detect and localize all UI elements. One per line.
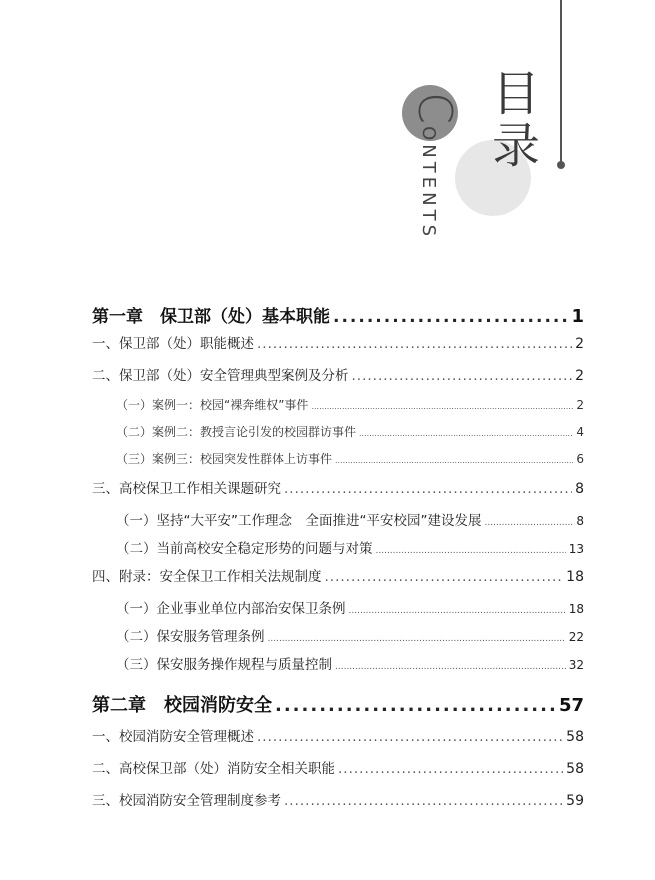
dot-leader xyxy=(275,695,556,716)
toc-subsection[interactable] xyxy=(92,509,584,537)
contents-subtitle-initial: C xyxy=(408,92,462,127)
vertical-rule xyxy=(560,0,562,162)
toc-entry-title: 第一章 保卫部（处）基本职能 xyxy=(92,307,330,327)
toc-subsection[interactable] xyxy=(92,423,584,450)
toc-entry-page: 2 xyxy=(576,398,584,412)
page-title: 目录 xyxy=(491,66,540,174)
toc-entry-title: （一）企业事业单位内部治安保卫条例 xyxy=(116,601,346,617)
toc-subsection[interactable] xyxy=(92,597,584,625)
contents-subtitle-rest: ONTENTS xyxy=(418,126,439,241)
toc-entry-title: （二）案例二：教授言论引发的校园群访事件 xyxy=(116,425,357,439)
contents-subtitle xyxy=(408,92,462,240)
toc-entry-title: （二）当前高校安全稳定形势的问题与对策 xyxy=(116,541,373,557)
toc-entry-title: （三）保安服务操作规程与质量控制 xyxy=(116,657,332,673)
dot-leader xyxy=(257,336,572,352)
toc-entry-page: 22 xyxy=(568,630,584,644)
dot-leader xyxy=(376,546,566,556)
toc-entry-page: 13 xyxy=(568,542,584,556)
toc-section[interactable] xyxy=(92,565,584,597)
toc-section[interactable] xyxy=(92,757,584,789)
toc-subsection[interactable] xyxy=(92,625,584,653)
toc-entry-title: 二、保卫部（处）安全管理典型案例及分析 xyxy=(92,368,349,384)
toc-entry-title: 一、校园消防安全管理概述 xyxy=(92,729,254,745)
toc-entry-title: 四、附录：安全保卫工作相关法规制度 xyxy=(92,569,322,585)
toc-entry-page: 2 xyxy=(575,336,584,352)
dot-leader xyxy=(335,456,573,465)
toc-entry-title: 二、高校保卫部（处）消防安全相关职能 xyxy=(92,761,335,777)
toc-subsection[interactable] xyxy=(92,450,584,477)
dot-leader xyxy=(349,606,566,616)
toc-entry-page: 2 xyxy=(575,368,584,384)
dot-leader xyxy=(284,481,572,497)
toc-entry-page: 1 xyxy=(571,306,584,327)
toc-entry-page: 8 xyxy=(575,481,584,497)
dot-leader xyxy=(325,569,564,585)
toc-entry-title: 三、高校保卫工作相关课题研究 xyxy=(92,481,281,497)
dot-leader xyxy=(333,307,568,327)
toc-entry-page: 58 xyxy=(566,729,584,745)
toc-entry-page: 32 xyxy=(568,658,584,672)
dot-leader xyxy=(352,368,573,384)
toc-entry-page: 4 xyxy=(576,425,584,439)
chapter-spacer xyxy=(92,681,584,691)
dot-leader xyxy=(338,761,563,777)
toc-entry-page: 58 xyxy=(566,761,584,777)
dot-leader xyxy=(268,634,566,644)
toc-entry-title: （一）案例一：校园“裸奔维权”事件 xyxy=(116,398,309,412)
toc-entry-title: 第二章 校园消防安全 xyxy=(92,695,272,716)
toc-chapter-1[interactable] xyxy=(92,302,584,332)
rule-end-dot xyxy=(557,161,565,169)
toc-entry-title: （三）案例三：校园突发性群体上访事件 xyxy=(116,452,333,466)
toc-entry-title: 三、校园消防安全管理制度参考 xyxy=(92,793,281,809)
toc-section[interactable] xyxy=(92,364,584,396)
toc-entry-title: （一）坚持“大平安”工作理念 全面推进“平安校园”建设发展 xyxy=(116,513,482,529)
toc-section[interactable] xyxy=(92,725,584,757)
toc-subsection[interactable] xyxy=(92,653,584,681)
dot-leader xyxy=(257,729,563,745)
toc-entry-title: 一、保卫部（处）职能概述 xyxy=(92,336,254,352)
toc-section[interactable] xyxy=(92,789,584,821)
table-of-contents xyxy=(92,302,584,821)
dot-leader xyxy=(484,518,573,528)
toc-section[interactable] xyxy=(92,332,584,364)
toc-chapter-2[interactable] xyxy=(92,691,584,725)
toc-entry-page: 8 xyxy=(576,514,584,528)
dot-leader xyxy=(284,793,563,809)
toc-entry-page: 18 xyxy=(568,602,584,616)
toc-entry-page: 57 xyxy=(558,695,584,716)
dot-leader xyxy=(335,662,566,672)
toc-entry-page: 18 xyxy=(566,569,584,585)
toc-subsection[interactable] xyxy=(92,537,584,565)
toc-entry-page: 6 xyxy=(576,452,584,466)
dot-leader xyxy=(359,429,573,438)
toc-entry-page: 59 xyxy=(566,793,584,809)
toc-section[interactable] xyxy=(92,477,584,509)
toc-subsection[interactable] xyxy=(92,396,584,423)
dot-leader xyxy=(311,402,573,411)
toc-entry-title: （二）保安服务管理条例 xyxy=(116,629,265,645)
